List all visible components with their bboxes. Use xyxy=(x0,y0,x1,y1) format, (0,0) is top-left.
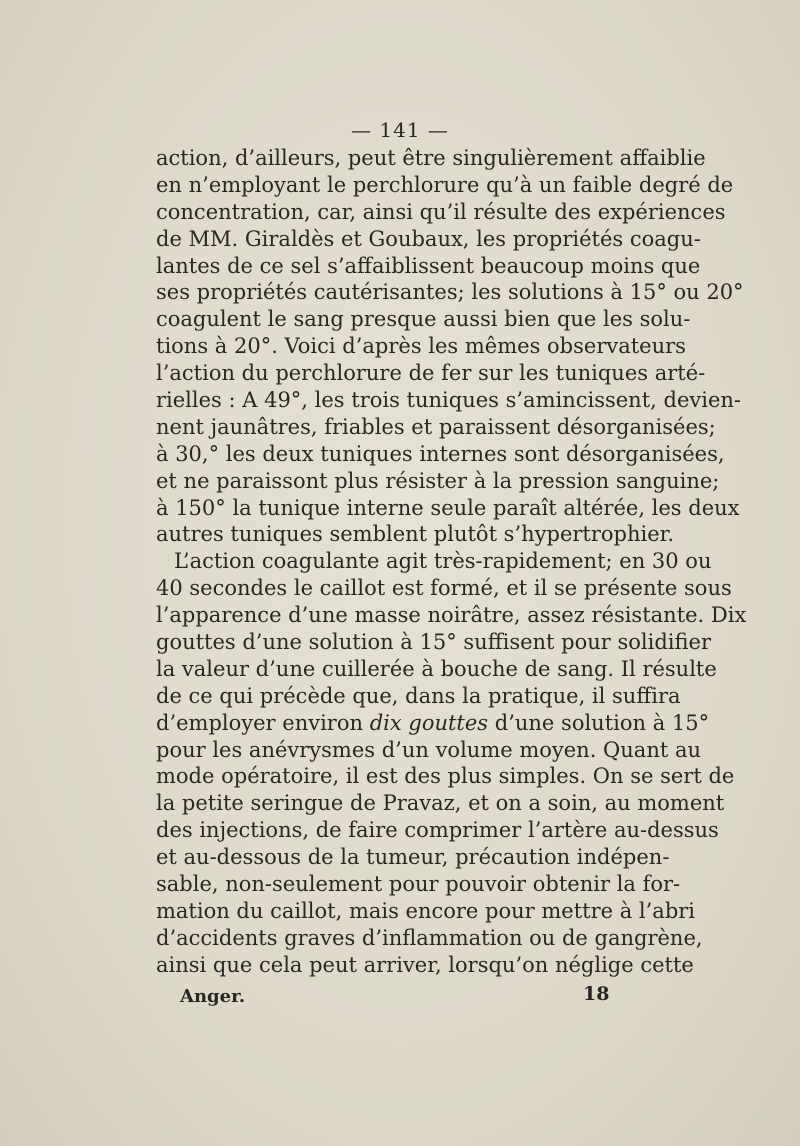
text-line: 40 secondes le caillot est formé, et il se présente sous xyxy=(156,576,732,601)
text-line: L’action coagulante agit très-rapidement; en 30 ou xyxy=(174,549,712,574)
text-segment: d’employer environ xyxy=(156,710,364,735)
text-line: de ce qui précède que, dans la pratique, il suffira xyxy=(156,683,681,708)
text-line: mode opératoire, il est des plus simples. On se sert de xyxy=(156,764,735,789)
text-line: sable, non-seulement pour pouvoir obtenir la for- xyxy=(156,872,681,897)
text-line: concentration, car, ainsi qu’il résulte des expériences xyxy=(156,199,726,224)
text-line: nent jaunâtres, friables et paraissent désorganisées; xyxy=(156,414,716,439)
text-line: d’accidents graves d’inflammation ou de gangrène, xyxy=(156,925,703,950)
body-text xyxy=(156,145,747,979)
text-line: pour les anévrysmes d’un volume moyen. Quant au xyxy=(156,737,702,762)
text-line: autres tuniques semblent plutôt s’hypertrophier. xyxy=(156,522,675,547)
text-line: à 150° la tunique interne seule paraît altérée, les deux xyxy=(156,495,740,520)
text-line: rielles : A 49°, les trois tuniques s’amincissent, devien- xyxy=(156,388,741,413)
italic-phrase: dix gouttes xyxy=(369,710,489,735)
text-line: action, d’ailleurs, peut être singulièrement affaiblie xyxy=(156,146,706,170)
footer-signature: Anger. xyxy=(180,986,246,1007)
text-line: gouttes d’une solution à 15° suffisent pour solidifier xyxy=(156,630,711,655)
text-line: la valeur d’une cuillerée à bouche de sang. Il résulte xyxy=(156,656,717,681)
text-line: l’action du perchlorure de fer sur les tuniques arté- xyxy=(156,361,706,386)
text-line: ses propriétés cautérisantes; les solutions à 15° ou 20° xyxy=(156,280,744,305)
text-line-mixed xyxy=(156,710,710,737)
text-line: lantes de ce sel s’affaiblissent beaucoup moins que xyxy=(156,253,701,278)
text-line: à 30,° les deux tuniques internes sont désorganisées, xyxy=(156,441,725,466)
text-line: la petite seringue de Pravaz, et on a soin, au moment xyxy=(156,791,725,816)
text-line: l’apparence d’une masse noirâtre, assez résistante. Dix xyxy=(156,603,747,628)
text-line: et ne paraissont plus résister à la pression sanguine; xyxy=(156,468,720,493)
text-line: et au-dessous de la tumeur, précaution indépen- xyxy=(156,845,670,870)
text-line: des injections, de faire comprimer l’artère au-dessus xyxy=(156,818,719,843)
text-line: de MM. Giraldès et Goubaux, les propriétés coagu- xyxy=(156,226,701,251)
text-segment: d’une solution à 15° xyxy=(494,710,710,735)
text-line: tions à 20°. Voici d’après les mêmes observateurs xyxy=(156,334,686,359)
text-line: mation du caillot, mais encore pour mettre à l’abri xyxy=(156,898,696,923)
text-line: en n’employant le perchlorure qu’à un faible degré de xyxy=(156,172,734,197)
text-line: ainsi que cela peut arriver, lorsqu’on néglige cette xyxy=(156,952,694,977)
page-number: — 141 — xyxy=(351,118,449,142)
footer-sheet-number: 18 xyxy=(583,983,610,1005)
text-line: coagulent le sang presque aussi bien que les solu- xyxy=(156,307,691,332)
